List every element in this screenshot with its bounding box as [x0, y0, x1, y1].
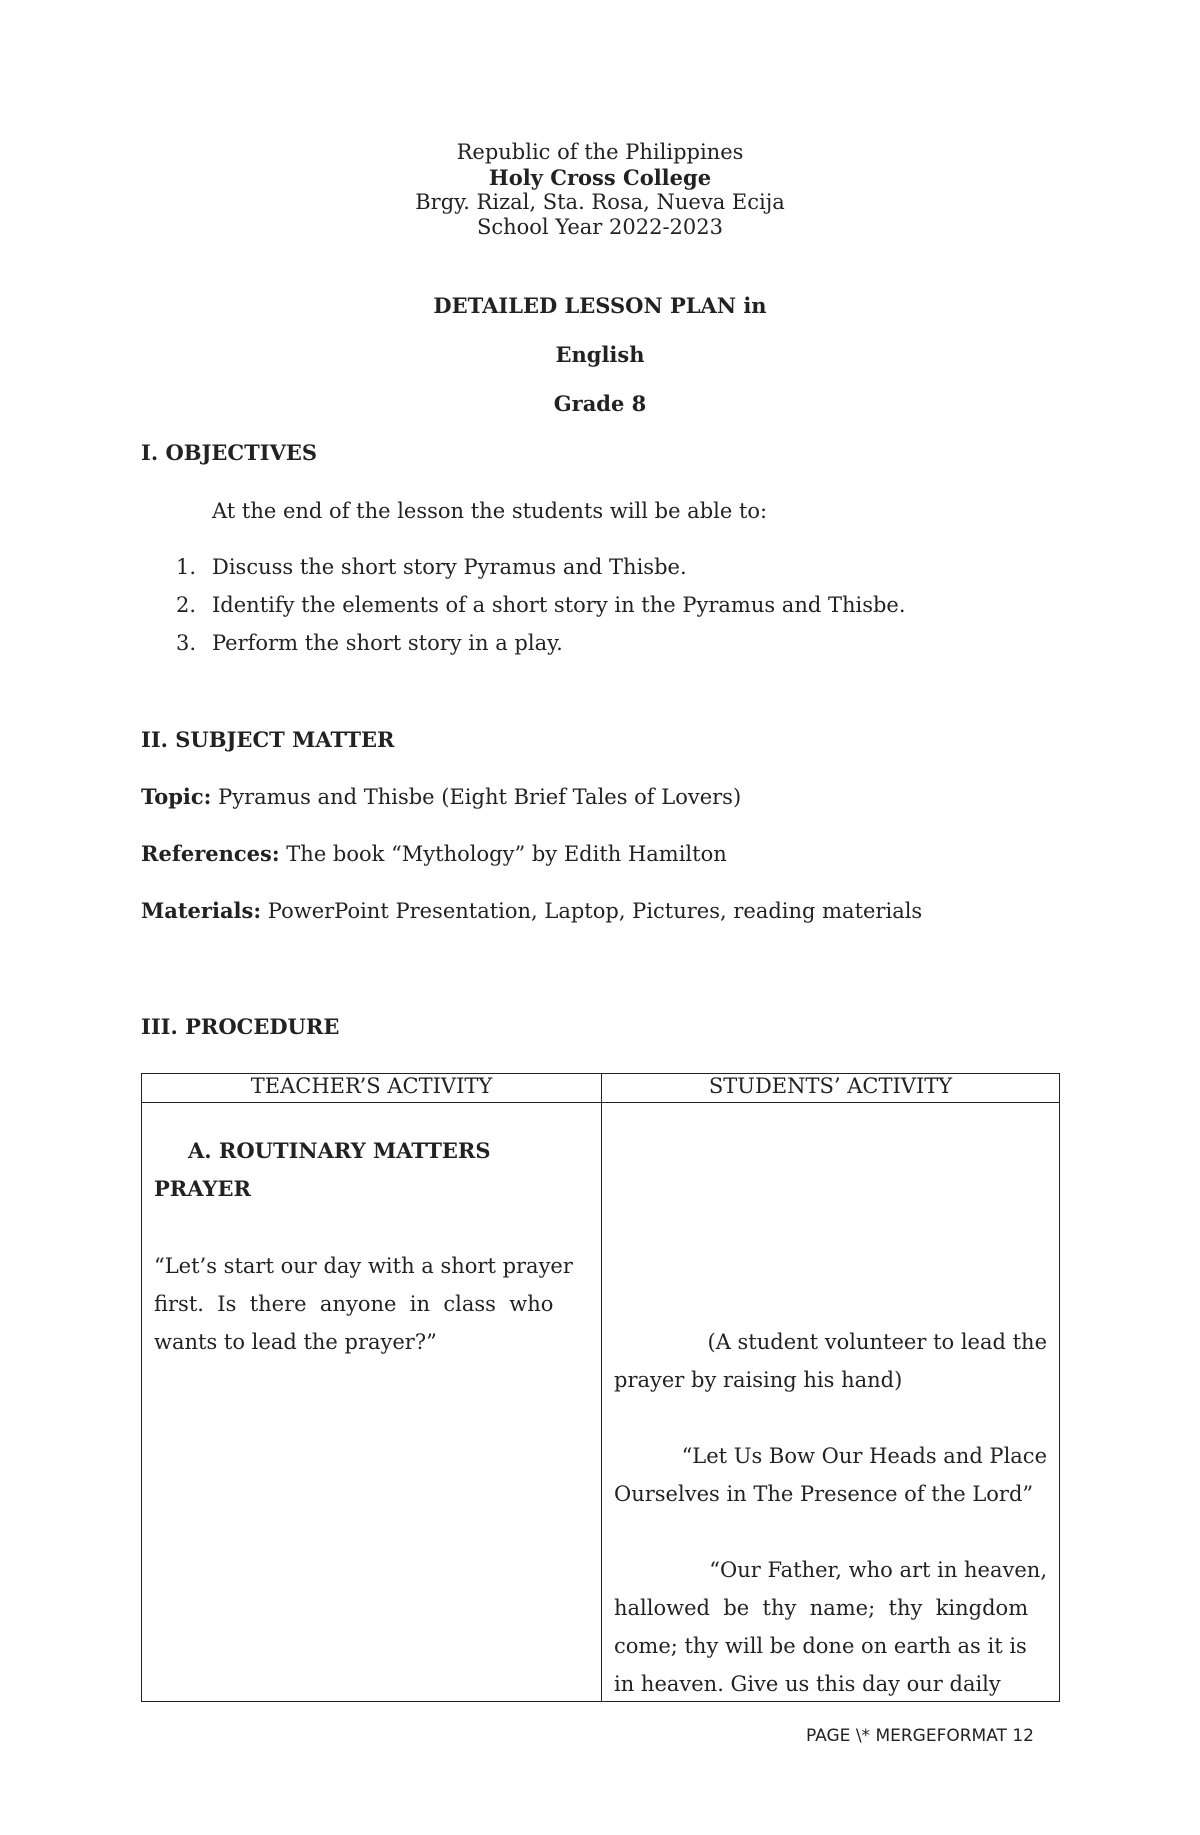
teacher-activity-cell — [142, 1103, 602, 1702]
topic-value: Pyramus and Thisbe (Eight Brief Tales of Lovers) — [211, 785, 742, 809]
header-address: Brgy. Rizal, Sta. Rosa, Nueva Ecija — [415, 190, 785, 214]
teacher-text-line: wants to lead the prayer?” — [154, 1330, 437, 1354]
prayer-heading: PRAYER — [154, 1176, 251, 1201]
objective-number: 1. — [176, 555, 197, 579]
objectives-intro: At the end of the lesson the students will be able to: — [212, 499, 768, 523]
references-line — [141, 841, 727, 866]
objective-text: Discuss the short story Pyramus and Thisbe. — [212, 555, 687, 579]
student-text-line: “Our Father, who art in heaven, — [709, 1558, 1047, 1582]
student-text-line: in heaven. Give us this day our daily — [614, 1672, 1001, 1696]
student-text-line: Ourselves in The Presence of the Lord” — [614, 1482, 1034, 1506]
students-activity-header: STUDENTS’ ACTIVITY — [602, 1074, 1060, 1103]
header-school-name: Holy Cross College — [488, 165, 712, 190]
procedure-heading: III. PROCEDURE — [141, 1014, 340, 1039]
objective-number: 3. — [176, 631, 197, 655]
teacher-text-line: “Let’s start our day with a short prayer — [154, 1254, 573, 1278]
materials-value: PowerPoint Presentation, Laptop, Pictures, reading materials — [261, 899, 923, 923]
lesson-subject: English — [555, 342, 645, 367]
materials-label: Materials: — [141, 898, 262, 923]
objective-item — [176, 555, 687, 579]
header-republic: Republic of the Philippines — [456, 140, 744, 164]
procedure-table — [141, 1073, 1060, 1702]
objective-item — [176, 631, 563, 655]
student-text-line: (A student volunteer to lead the — [707, 1330, 1047, 1354]
lesson-grade: Grade 8 — [553, 391, 647, 416]
routinary-matters-heading: A. ROUTINARY MATTERS — [188, 1138, 491, 1163]
references-value: The book “Mythology” by Edith Hamilton — [279, 842, 727, 866]
materials-line — [141, 898, 922, 923]
header-school-year: School Year 2022-2023 — [476, 215, 724, 239]
student-text-line: come; thy will be done on earth as it is — [614, 1634, 1027, 1658]
document-header — [0, 140, 1200, 240]
student-text-line: “Let Us Bow Our Heads and Place — [681, 1444, 1047, 1468]
table-row — [142, 1103, 1060, 1702]
subject-matter-heading: II. SUBJECT MATTER — [141, 727, 395, 752]
references-label: References: — [141, 841, 280, 866]
objectives-heading: I. OBJECTIVES — [141, 440, 318, 465]
objective-text: Perform the short story in a play. — [212, 631, 563, 655]
objective-text: Identify the elements of a short story in the Pyramus and Thisbe. — [212, 593, 906, 617]
student-text-line: prayer by raising his hand) — [614, 1368, 903, 1392]
lesson-plan-title: DETAILED LESSON PLAN in — [433, 293, 767, 318]
topic-line — [141, 784, 741, 809]
teacher-text-line: first. Is there anyone in class who — [154, 1292, 554, 1316]
table-header-row — [142, 1074, 1060, 1103]
teacher-activity-header: TEACHER’S ACTIVITY — [142, 1074, 602, 1103]
topic-label: Topic: — [141, 784, 212, 809]
student-text-line: hallowed be thy name; thy kingdom — [614, 1596, 1029, 1620]
objective-item — [176, 593, 906, 617]
page-footer: PAGE \* MERGEFORMAT 12 — [806, 1726, 1034, 1746]
objective-number: 2. — [176, 593, 197, 617]
students-activity-cell — [602, 1103, 1060, 1702]
